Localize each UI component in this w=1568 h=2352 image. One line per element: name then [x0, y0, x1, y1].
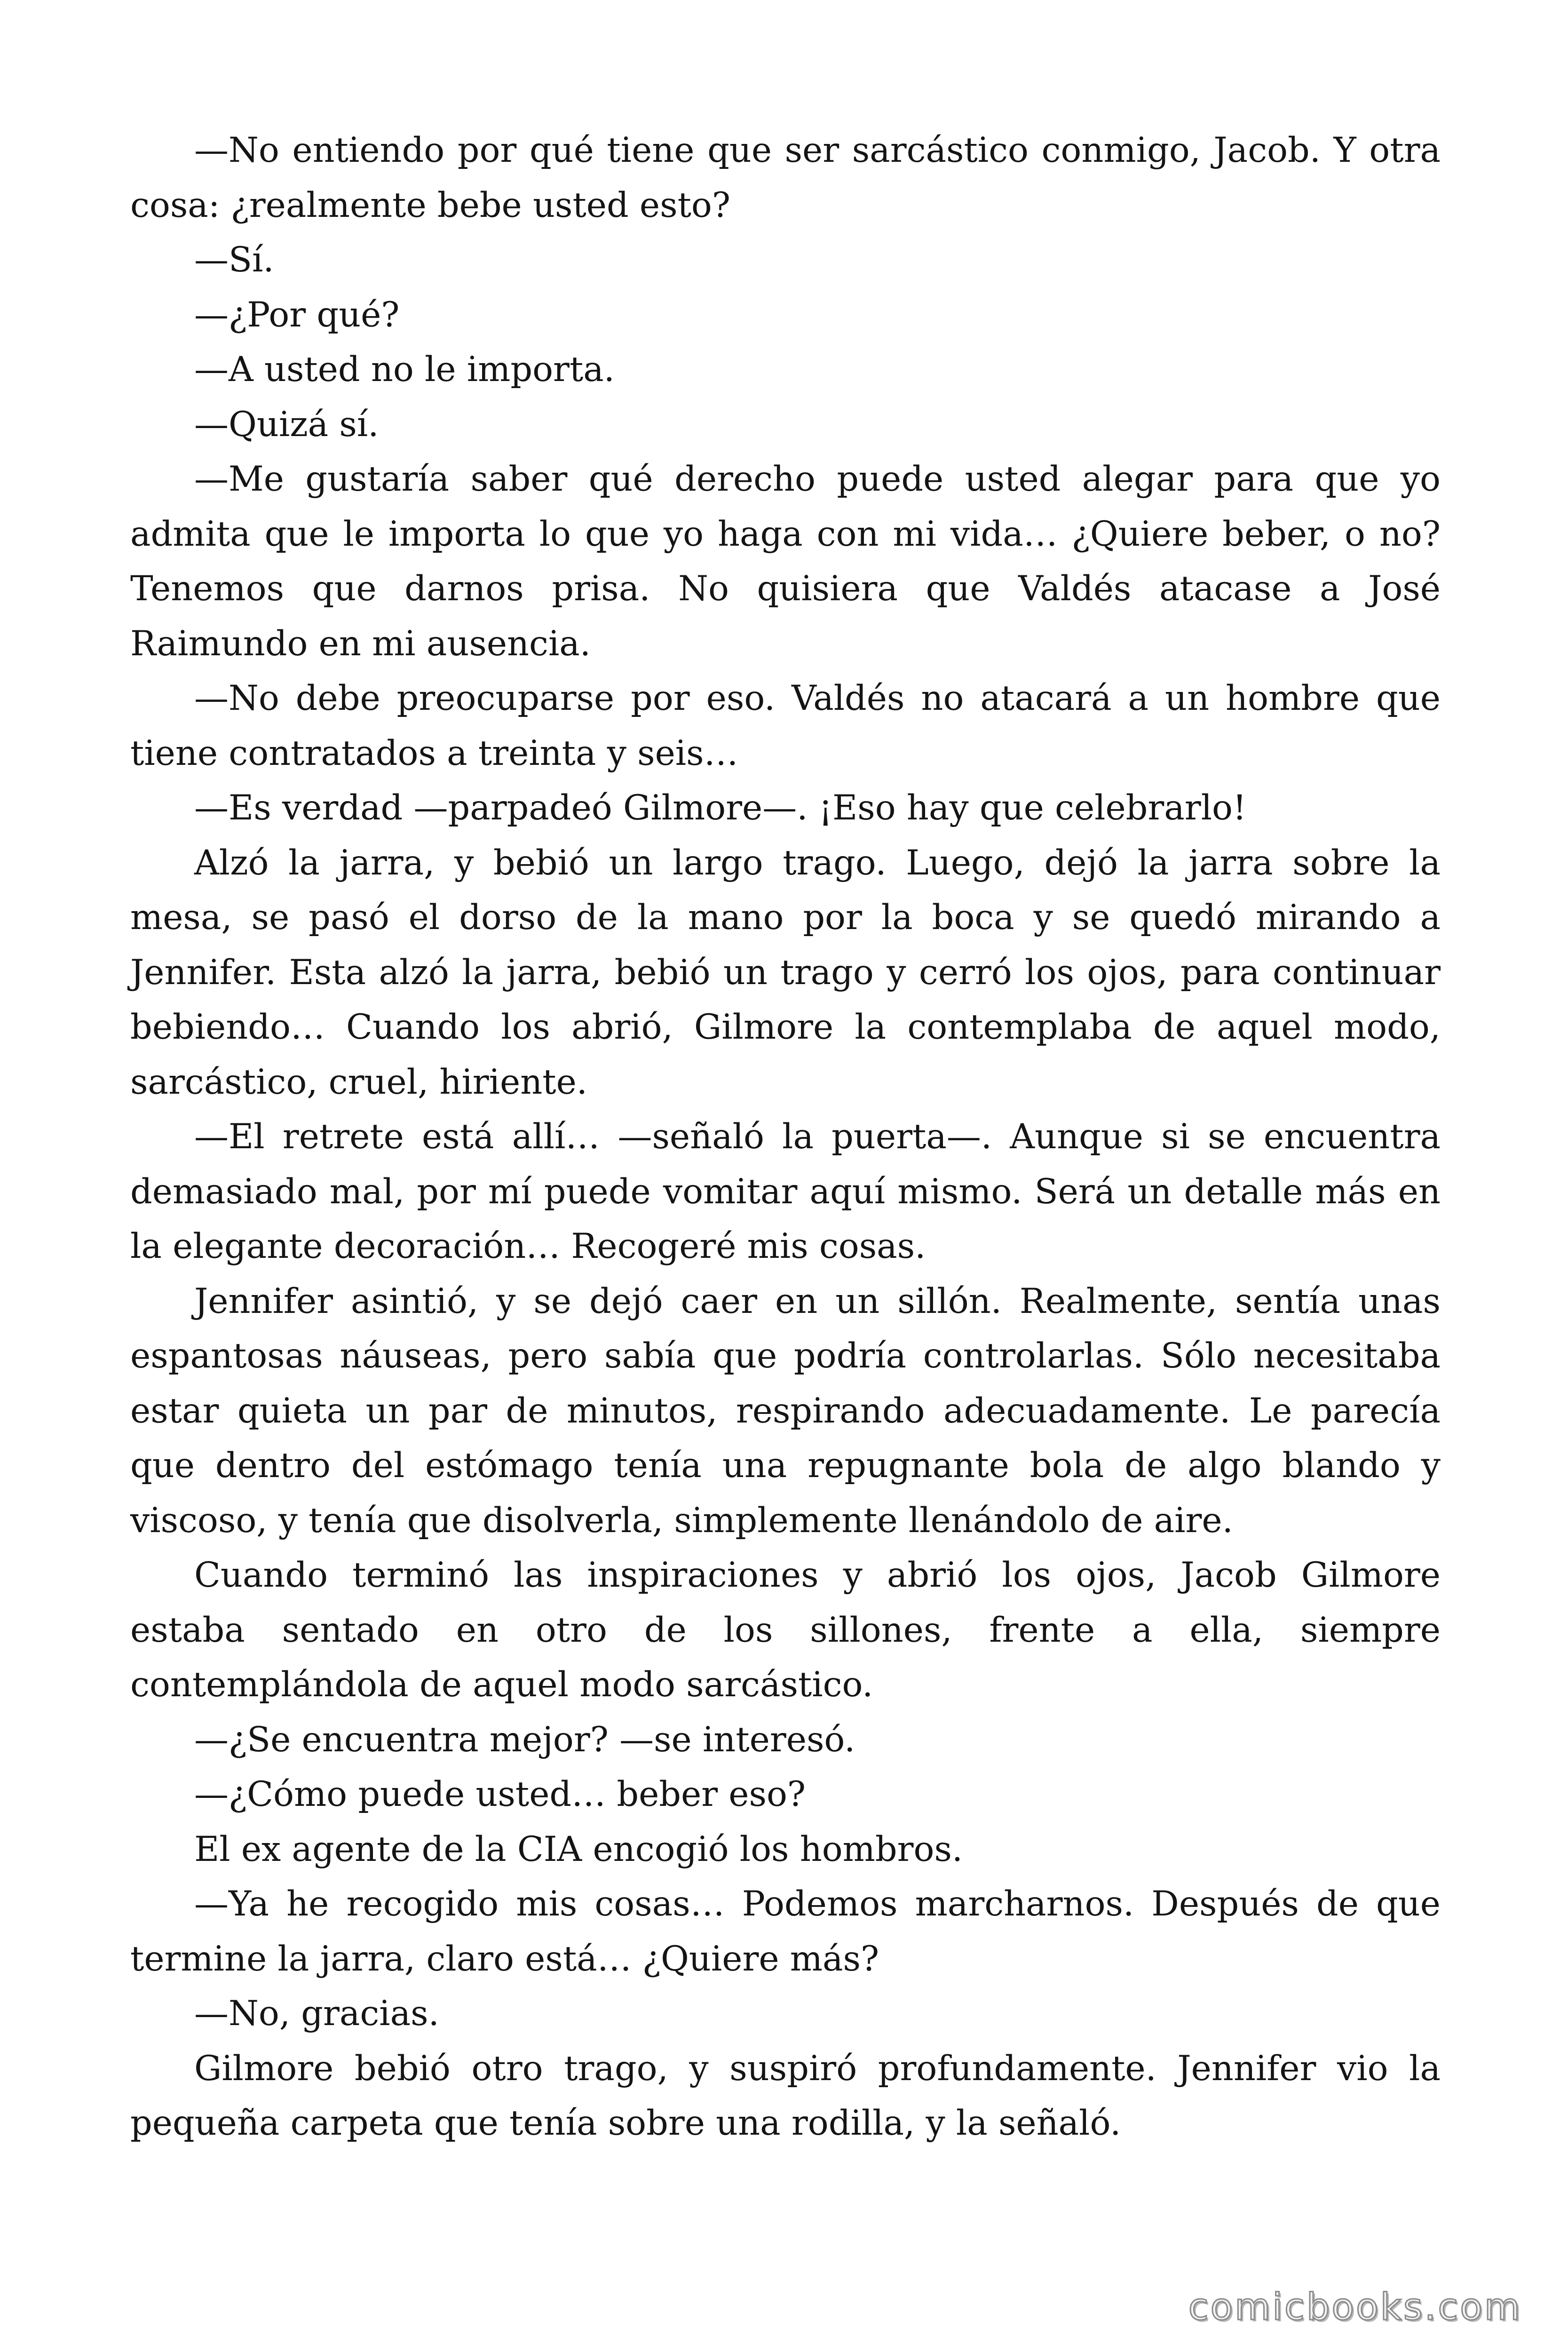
paragraph: —A usted no le importa.	[194, 350, 615, 389]
paragraph: Jennifer asintió, y se dejó caer en un sillón. Realmente, sentía unas espantosas náuseas, pero sabía que podría controlarlas. Sólo necesitaba estar quieta un par de minutos, respirando adecuadamente. Le parecía que dentro del estómago tenía una repugnante bola de algo blando y viscoso, y tenía que disolverla, simplemente llenándolo de aire.	[130, 1281, 1441, 1541]
paragraph: —No, gracias.	[194, 1994, 439, 2034]
paragraph: —Me gustaría saber qué derecho puede usted alegar para que yo admita que le importa lo que yo haga con mi vida… ¿Quiere beber, o no? Tenemos que darnos prisa. No quisiera que Valdés atacase a José Raimundo en mi ausencia.	[130, 459, 1441, 664]
paragraph: —¿Por qué?	[194, 294, 400, 335]
watermark: comicbooks.com	[1188, 2286, 1522, 2328]
paragraph: —¿Cómo puede usted… beber eso?	[194, 1774, 806, 1814]
paragraph: —Quizá sí.	[194, 404, 379, 445]
paragraph: Gilmore bebió otro trago, y suspiró profundamente. Jennifer vio la pequeña carpeta que tenía sobre una rodilla, y la señaló.	[130, 2048, 1441, 2143]
paragraph: —Ya he recogido mis cosas… Podemos marcharnos. Después de que termine la jarra, claro está… ¿Quiere más?	[130, 1884, 1441, 1979]
paragraph: —Sí.	[194, 240, 274, 280]
paragraph: El ex agente de la CIA encogió los hombros.	[194, 1829, 963, 1869]
paragraph: —El retrete está allí… —señaló la puerta—. Aunque si se encuentra demasiado mal, por mí puede vomitar aquí mismo. Será un detalle más en la elegante decoración… Recogeré mis cosas.	[130, 1117, 1441, 1266]
paragraph: —¿Se encuentra mejor? —se interesó.	[194, 1719, 855, 1760]
paragraph: Alzó la jarra, y bebió un largo trago. Luego, dejó la jarra sobre la mesa, se pasó el dorso de la mano por la boca y se quedó mirando a Jennifer. Esta alzó la jarra, bebió un trago y cerró los ojos, para continuar bebiendo… Cuando los abrió, Gilmore la contemplaba de aquel modo, sarcástico, cruel, hiriente.	[130, 842, 1441, 1102]
paragraph: —No debe preocuparse por eso. Valdés no atacará a un hombre que tiene contratados a treinta y seis…	[130, 678, 1441, 773]
body-text	[130, 123, 1441, 2151]
paragraph: —Es verdad —parpadeó Gilmore—. ¡Eso hay que celebrarlo!	[194, 788, 1247, 828]
paragraph: —No entiendo por qué tiene que ser sarcástico conmigo, Jacob. Y otra cosa: ¿realmente bebe usted esto?	[130, 130, 1441, 225]
paragraph: Cuando terminó las inspiraciones y abrió los ojos, Jacob Gilmore estaba sentado en otro de los sillones, frente a ella, siempre contemplándola de aquel modo sarcástico.	[130, 1555, 1441, 1705]
